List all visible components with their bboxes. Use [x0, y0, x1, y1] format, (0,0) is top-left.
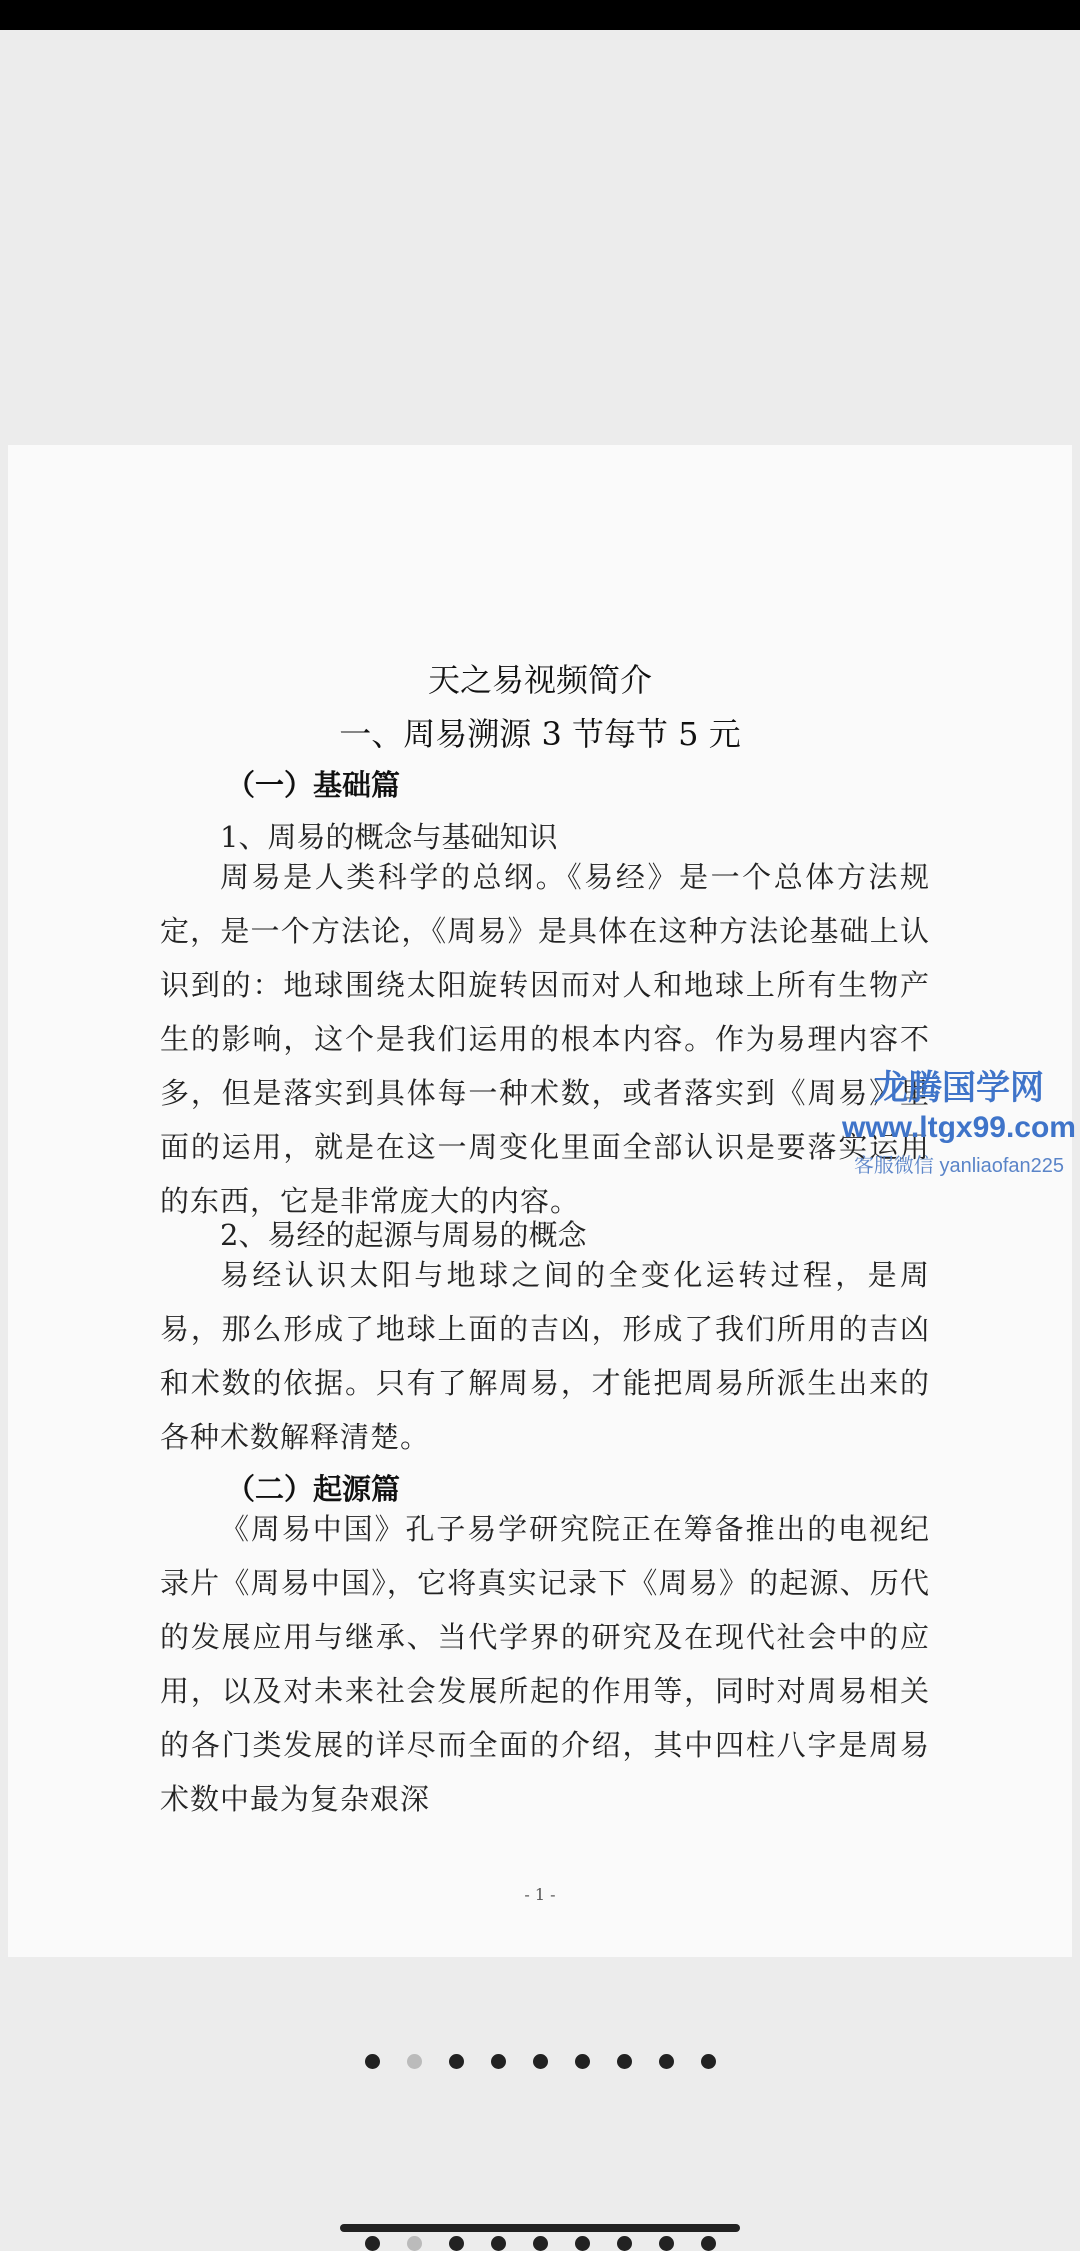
page-dot[interactable]	[407, 2236, 422, 2251]
page-dot[interactable]	[575, 2236, 590, 2251]
page-dot[interactable]	[617, 2236, 632, 2251]
section-heading-origins: （二）起源篇	[226, 1472, 401, 1506]
watermark-name: 龙腾国学网	[874, 1069, 1044, 1107]
page-dot[interactable]	[701, 2236, 716, 2251]
paragraph-3: 《周易中国》孔子易学研究院正在筹备推出的电视纪录片《周易中国》，它将真实记录下《周易》的起源、历代的发展应用与继承、当代学界的研究及在现代社会中的应用，以及对未来社会发展所起的作用等，同时对周易相关的各门类发展的详尽而全面的介绍，其中四柱八字是周易术数中最为复杂艰深	[160, 1512, 930, 1816]
page-indicator-secondary[interactable]	[0, 2236, 1080, 2251]
page-dot[interactable]	[449, 2054, 464, 2069]
section-heading-basics: （一）基础篇	[226, 768, 401, 802]
item-title-1: 1、周易的概念与基础知识	[220, 820, 558, 854]
page-dot[interactable]	[659, 2054, 674, 2069]
page-indicator[interactable]	[0, 2054, 1080, 2069]
page-dot[interactable]	[491, 2236, 506, 2251]
paragraph-2: 易经认识太阳与地球之间的全变化运转过程，是周易，那么形成了地球上面的吉凶，形成了我们所用的吉凶和术数的依据。只有了解周易，才能把周易所派生出来的各种术数解释清楚。	[160, 1258, 930, 1454]
page-dot[interactable]	[701, 2054, 716, 2069]
home-indicator[interactable]	[340, 2224, 740, 2232]
item-title-2: 2、易经的起源与周易的概念	[220, 1218, 587, 1252]
page-dot[interactable]	[365, 2236, 380, 2251]
status-bar	[0, 0, 1080, 30]
page-dot[interactable]	[449, 2236, 464, 2251]
watermark	[838, 1060, 1080, 1178]
page-dot[interactable]	[491, 2054, 506, 2069]
page-number: - 1 -	[524, 1885, 556, 1904]
watermark-url: www.ltgx99.com	[842, 1111, 1076, 1144]
page-dot[interactable]	[407, 2054, 422, 2069]
page-dot[interactable]	[575, 2054, 590, 2069]
page-dot[interactable]	[659, 2236, 674, 2251]
paragraph-1: 周易是人类科学的总纲。《易经》是一个总体方法规定，是一个方法论，《周易》是具体在这种方法论基础上认识到的：地球围绕太阳旋转因而对人和地球上所有生物产生的影响，这个是我们运用的根本内容。作为易理内容不多，但是落实到具体每一种术数，或者落实到《周易》里面的运用，就是在这一周变化里面全部认识是要落实运用的东西，它是非常庞大的内容。	[160, 860, 930, 1218]
page-dot[interactable]	[533, 2054, 548, 2069]
document-page	[8, 445, 1072, 1957]
page-dot[interactable]	[365, 2054, 380, 2069]
page-dot[interactable]	[533, 2236, 548, 2251]
document-subtitle: 一、周易溯源 3 节每节 5 元	[339, 715, 741, 753]
page-dot[interactable]	[617, 2054, 632, 2069]
document-title: 天之易视频简介	[427, 661, 652, 699]
watermark-contact: 客服微信 yanliaofan225	[853, 1155, 1065, 1177]
